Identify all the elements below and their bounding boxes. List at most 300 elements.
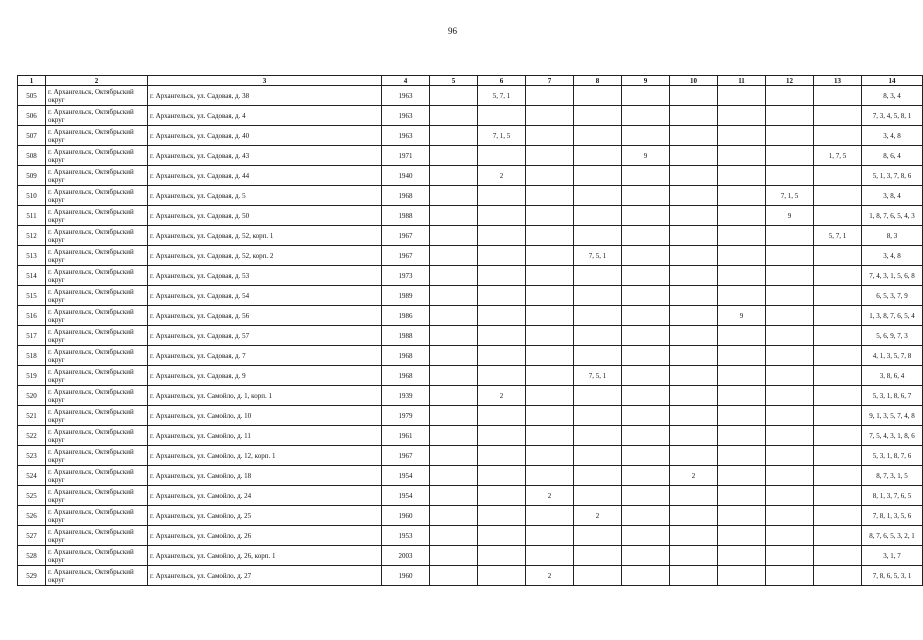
col9-cell [622,166,670,186]
col7-cell [526,106,574,126]
row-number: 519 [18,366,46,386]
column-header: 7 [526,76,574,86]
row-number: 525 [18,486,46,506]
col5-cell [430,526,478,546]
district-cell: г. Архангельск, Октябрьский округ [46,86,148,106]
col14-cell: 3, 8, 4 [862,186,923,206]
col14-cell: 8, 7, 6, 5, 3, 2, 1 [862,526,923,546]
col6-cell [478,226,526,246]
col8-cell [574,226,622,246]
district-cell: г. Архангельск, Октябрьский округ [46,286,148,306]
col13-cell [814,126,862,146]
year-cell: 1963 [382,126,430,146]
address-cell: г. Архангельск, ул. Садовая, д. 56 [148,306,382,326]
row-number: 514 [18,266,46,286]
column-header: 8 [574,76,622,86]
col14-cell: 5, 1, 3, 7, 8, 6 [862,166,923,186]
col11-cell [718,326,766,346]
col6-cell [478,146,526,166]
col13-cell [814,526,862,546]
col10-cell [670,346,718,366]
col6-cell [478,406,526,426]
table-row [18,406,923,426]
col13-cell [814,406,862,426]
address-cell: г. Архангельск, ул. Самойло, д. 18 [148,466,382,486]
col5-cell [430,306,478,326]
col12-cell [766,226,814,246]
col7-cell [526,306,574,326]
col11-cell [718,426,766,446]
col7-cell: 2 [526,566,574,586]
col7-cell [526,266,574,286]
col10-cell [670,426,718,446]
col6-cell [478,446,526,466]
table-row [18,466,923,486]
col12-cell [766,486,814,506]
table-row [18,246,923,266]
district-cell: г. Архангельск, Октябрьский округ [46,106,148,126]
col6-cell: 5, 7, 1 [478,86,526,106]
row-number: 529 [18,566,46,586]
col6-cell [478,306,526,326]
col7-cell [526,186,574,206]
table-row [18,126,923,146]
year-cell: 1968 [382,346,430,366]
col10-cell [670,566,718,586]
col12-cell [766,126,814,146]
district-cell: г. Архангельск, Октябрьский округ [46,526,148,546]
col8-cell [574,186,622,206]
col11-cell [718,226,766,246]
col10-cell [670,526,718,546]
col11-cell [718,186,766,206]
col7-cell [526,346,574,366]
year-cell: 1989 [382,286,430,306]
col10-cell [670,166,718,186]
year-cell: 1988 [382,326,430,346]
column-header: 11 [718,76,766,86]
col11-cell: 9 [718,306,766,326]
col10-cell [670,146,718,166]
col12-cell [766,546,814,566]
address-cell: г. Архангельск, ул. Самойло, д. 1, корп. 1 [148,386,382,406]
column-header: 2 [46,76,148,86]
col7-cell [526,206,574,226]
col6-cell [478,206,526,226]
col12-cell [766,446,814,466]
col11-cell [718,166,766,186]
col13-cell [814,86,862,106]
col8-cell [574,206,622,226]
col11-cell [718,486,766,506]
col10-cell [670,446,718,466]
district-cell: г. Архангельск, Октябрьский округ [46,386,148,406]
col8-cell [574,126,622,146]
col10-cell [670,306,718,326]
col5-cell [430,386,478,406]
col14-cell: 7, 8, 1, 3, 5, 6 [862,506,923,526]
col7-cell [526,446,574,466]
address-cell: г. Архангельск, ул. Садовая, д. 4 [148,106,382,126]
col14-cell: 7, 4, 3, 1, 5, 6, 8 [862,266,923,286]
col11-cell [718,266,766,286]
col5-cell [430,546,478,566]
row-number: 523 [18,446,46,466]
col5-cell [430,426,478,446]
col9-cell [622,306,670,326]
col14-cell: 3, 8, 6, 4 [862,366,923,386]
col7-cell [526,406,574,426]
year-cell: 1953 [382,526,430,546]
col12-cell [766,246,814,266]
row-number: 518 [18,346,46,366]
address-cell: г. Архангельск, ул. Самойло, д. 25 [148,506,382,526]
district-cell: г. Архангельск, Октябрьский округ [46,426,148,446]
col14-cell: 7, 8, 6, 5, 3, 1 [862,566,923,586]
col5-cell [430,406,478,426]
col6-cell [478,506,526,526]
col13-cell [814,346,862,366]
col13-cell [814,286,862,306]
year-cell: 1939 [382,386,430,406]
col9-cell [622,186,670,206]
col5-cell [430,346,478,366]
col12-cell: 9 [766,206,814,226]
col7-cell [526,526,574,546]
district-cell: г. Архангельск, Октябрьский округ [46,266,148,286]
address-cell: г. Архангельск, ул. Садовая, д. 9 [148,366,382,386]
year-cell: 1968 [382,186,430,206]
col8-cell: 2 [574,506,622,526]
col12-cell [766,306,814,326]
district-cell: г. Архангельск, Октябрьский округ [46,306,148,326]
table-row [18,146,923,166]
year-cell: 1954 [382,466,430,486]
year-cell: 1954 [382,486,430,506]
col6-cell [478,526,526,546]
col6-cell: 2 [478,386,526,406]
col6-cell [478,286,526,306]
col8-cell [574,466,622,486]
column-header: 6 [478,76,526,86]
district-cell: г. Архангельск, Октябрьский округ [46,366,148,386]
col8-cell [574,346,622,366]
column-header: 12 [766,76,814,86]
col11-cell [718,126,766,146]
col10-cell [670,126,718,146]
row-number: 505 [18,86,46,106]
year-cell: 1963 [382,86,430,106]
col5-cell [430,326,478,346]
year-cell: 1963 [382,106,430,126]
col9-cell [622,486,670,506]
table-row [18,306,923,326]
year-cell: 1960 [382,506,430,526]
housing-register-table [17,75,923,586]
address-cell: г. Архангельск, ул. Садовая, д. 54 [148,286,382,306]
col12-cell [766,286,814,306]
district-cell: г. Архангельск, Октябрьский округ [46,466,148,486]
address-cell: г. Архангельск, ул. Садовая, д. 7 [148,346,382,366]
col8-cell [574,526,622,546]
col12-cell [766,106,814,126]
col11-cell [718,506,766,526]
col9-cell [622,286,670,306]
col14-cell: 5, 3, 1, 8, 7, 6 [862,446,923,466]
col10-cell [670,366,718,386]
col11-cell [718,366,766,386]
address-cell: г. Архангельск, ул. Самойло, д. 26 [148,526,382,546]
table-row [18,166,923,186]
column-header: 9 [622,76,670,86]
col11-cell [718,406,766,426]
table-row [18,286,923,306]
col10-cell [670,86,718,106]
row-number: 516 [18,306,46,326]
column-header: 4 [382,76,430,86]
col6-cell [478,246,526,266]
col13-cell [814,326,862,346]
year-cell: 1961 [382,426,430,446]
col12-cell [766,406,814,426]
col11-cell [718,526,766,546]
district-cell: г. Архангельск, Октябрьский округ [46,326,148,346]
col10-cell [670,226,718,246]
col11-cell [718,566,766,586]
col8-cell: 7, 5, 1 [574,246,622,266]
col14-cell: 8, 7, 3, 1, 5 [862,466,923,486]
table-body [18,86,923,586]
col6-cell [478,466,526,486]
row-number: 510 [18,186,46,206]
col5-cell [430,226,478,246]
col13-cell [814,426,862,446]
district-cell: г. Архангельск, Октябрьский округ [46,446,148,466]
col6-cell: 7, 1, 5 [478,126,526,146]
col13-cell [814,306,862,326]
row-number: 526 [18,506,46,526]
col14-cell: 5, 3, 1, 8, 6, 7 [862,386,923,406]
address-cell: г. Архангельск, ул. Садовая, д. 57 [148,326,382,346]
address-cell: г. Архангельск, ул. Садовая, д. 38 [148,86,382,106]
col7-cell: 2 [526,486,574,506]
col12-cell [766,266,814,286]
col13-cell [814,546,862,566]
col14-cell: 3, 4, 8 [862,126,923,146]
table-row [18,86,923,106]
col11-cell [718,206,766,226]
col13-cell [814,206,862,226]
col6-cell [478,566,526,586]
col5-cell [430,106,478,126]
col9-cell [622,326,670,346]
col8-cell [574,86,622,106]
col5-cell [430,566,478,586]
row-number: 508 [18,146,46,166]
col12-cell [766,146,814,166]
table-row [18,566,923,586]
col8-cell [574,566,622,586]
col13-cell [814,366,862,386]
col12-cell [766,426,814,446]
column-header: 1 [18,76,46,86]
col8-cell: 7, 5, 1 [574,366,622,386]
col13-cell: 5, 7, 1 [814,226,862,246]
row-number: 509 [18,166,46,186]
col14-cell: 9, 1, 3, 5, 7, 4, 8 [862,406,923,426]
col14-cell: 6, 5, 3, 7, 9 [862,286,923,306]
col9-cell [622,266,670,286]
col6-cell [478,486,526,506]
col14-cell: 8, 3 [862,226,923,246]
address-cell: г. Архангельск, ул. Садовая, д. 5 [148,186,382,206]
table-row [18,446,923,466]
col5-cell [430,126,478,146]
column-header: 10 [670,76,718,86]
col9-cell [622,366,670,386]
col5-cell [430,486,478,506]
col10-cell [670,186,718,206]
year-cell: 1971 [382,146,430,166]
col11-cell [718,346,766,366]
year-cell: 1979 [382,406,430,426]
col13-cell [814,166,862,186]
year-cell: 1986 [382,306,430,326]
column-header: 3 [148,76,382,86]
col12-cell [766,566,814,586]
col9-cell [622,526,670,546]
col7-cell [526,126,574,146]
col9-cell [622,466,670,486]
district-cell: г. Архангельск, Октябрьский округ [46,226,148,246]
col7-cell [526,386,574,406]
col12-cell [766,506,814,526]
col9-cell [622,546,670,566]
col12-cell [766,326,814,346]
address-cell: г. Архангельск, ул. Самойло, д. 12, корп. 1 [148,446,382,466]
col13-cell [814,566,862,586]
col5-cell [430,286,478,306]
col7-cell [526,466,574,486]
district-cell: г. Архангельск, Октябрьский округ [46,206,148,226]
col14-cell: 7, 3, 4, 5, 8, 1 [862,106,923,126]
year-cell: 1973 [382,266,430,286]
address-cell: г. Архангельск, ул. Садовая, д. 40 [148,126,382,146]
col10-cell [670,386,718,406]
col9-cell [622,226,670,246]
col13-cell [814,466,862,486]
col12-cell [766,366,814,386]
col7-cell [526,546,574,566]
col7-cell [526,426,574,446]
col5-cell [430,166,478,186]
col10-cell [670,486,718,506]
district-cell: г. Архангельск, Октябрьский округ [46,566,148,586]
col6-cell [478,346,526,366]
col12-cell [766,166,814,186]
col12-cell [766,86,814,106]
col13-cell [814,106,862,126]
col13-cell [814,386,862,406]
year-cell: 1967 [382,226,430,246]
table-row [18,346,923,366]
table-row [18,186,923,206]
year-cell: 2003 [382,546,430,566]
col10-cell [670,206,718,226]
row-number: 527 [18,526,46,546]
col12-cell [766,346,814,366]
col13-cell [814,506,862,526]
district-cell: г. Архангельск, Октябрьский округ [46,346,148,366]
col6-cell [478,546,526,566]
district-cell: г. Архангельск, Октябрьский округ [46,546,148,566]
col7-cell [526,226,574,246]
col12-cell [766,466,814,486]
col12-cell: 7, 1, 5 [766,186,814,206]
col5-cell [430,246,478,266]
row-number: 507 [18,126,46,146]
address-cell: г. Архангельск, ул. Садовая, д. 50 [148,206,382,226]
col6-cell [478,266,526,286]
row-number: 517 [18,326,46,346]
year-cell: 1988 [382,206,430,226]
table-row [18,386,923,406]
district-cell: г. Архангельск, Октябрьский округ [46,186,148,206]
col13-cell [814,186,862,206]
col14-cell: 1, 8, 7, 6, 5, 4, 3 [862,206,923,226]
address-cell: г. Архангельск, ул. Садовая, д. 44 [148,166,382,186]
address-cell: г. Архангельск, ул. Садовая, д. 52, корп. 2 [148,246,382,266]
address-cell: г. Архангельск, ул. Самойло, д. 27 [148,566,382,586]
col9-cell [622,426,670,446]
column-header: 14 [862,76,923,86]
col7-cell [526,166,574,186]
row-number: 522 [18,426,46,446]
address-cell: г. Архангельск, ул. Самойло, д. 11 [148,426,382,446]
col14-cell: 8, 3, 4 [862,86,923,106]
year-cell: 1967 [382,446,430,466]
col10-cell: 2 [670,466,718,486]
row-number: 506 [18,106,46,126]
address-cell: г. Архангельск, ул. Садовая, д. 52, корп. 1 [148,226,382,246]
col9-cell [622,506,670,526]
col12-cell [766,386,814,406]
col9-cell [622,386,670,406]
table-row [18,366,923,386]
table-row [18,426,923,446]
col9-cell [622,346,670,366]
page-number: 96 [448,26,457,36]
col8-cell [574,486,622,506]
col13-cell [814,266,862,286]
col9-cell [622,566,670,586]
col7-cell [526,366,574,386]
col7-cell [526,506,574,526]
row-number: 524 [18,466,46,486]
row-number: 521 [18,406,46,426]
col13-cell [814,446,862,466]
col8-cell [574,146,622,166]
address-cell: г. Архангельск, ул. Самойло, д. 26, корп. 1 [148,546,382,566]
address-cell: г. Архангельск, ул. Садовая, д. 53 [148,266,382,286]
col11-cell [718,146,766,166]
header-row [18,76,923,86]
col11-cell [718,286,766,306]
col8-cell [574,326,622,346]
col14-cell: 8, 6, 4 [862,146,923,166]
col11-cell [718,86,766,106]
col10-cell [670,266,718,286]
